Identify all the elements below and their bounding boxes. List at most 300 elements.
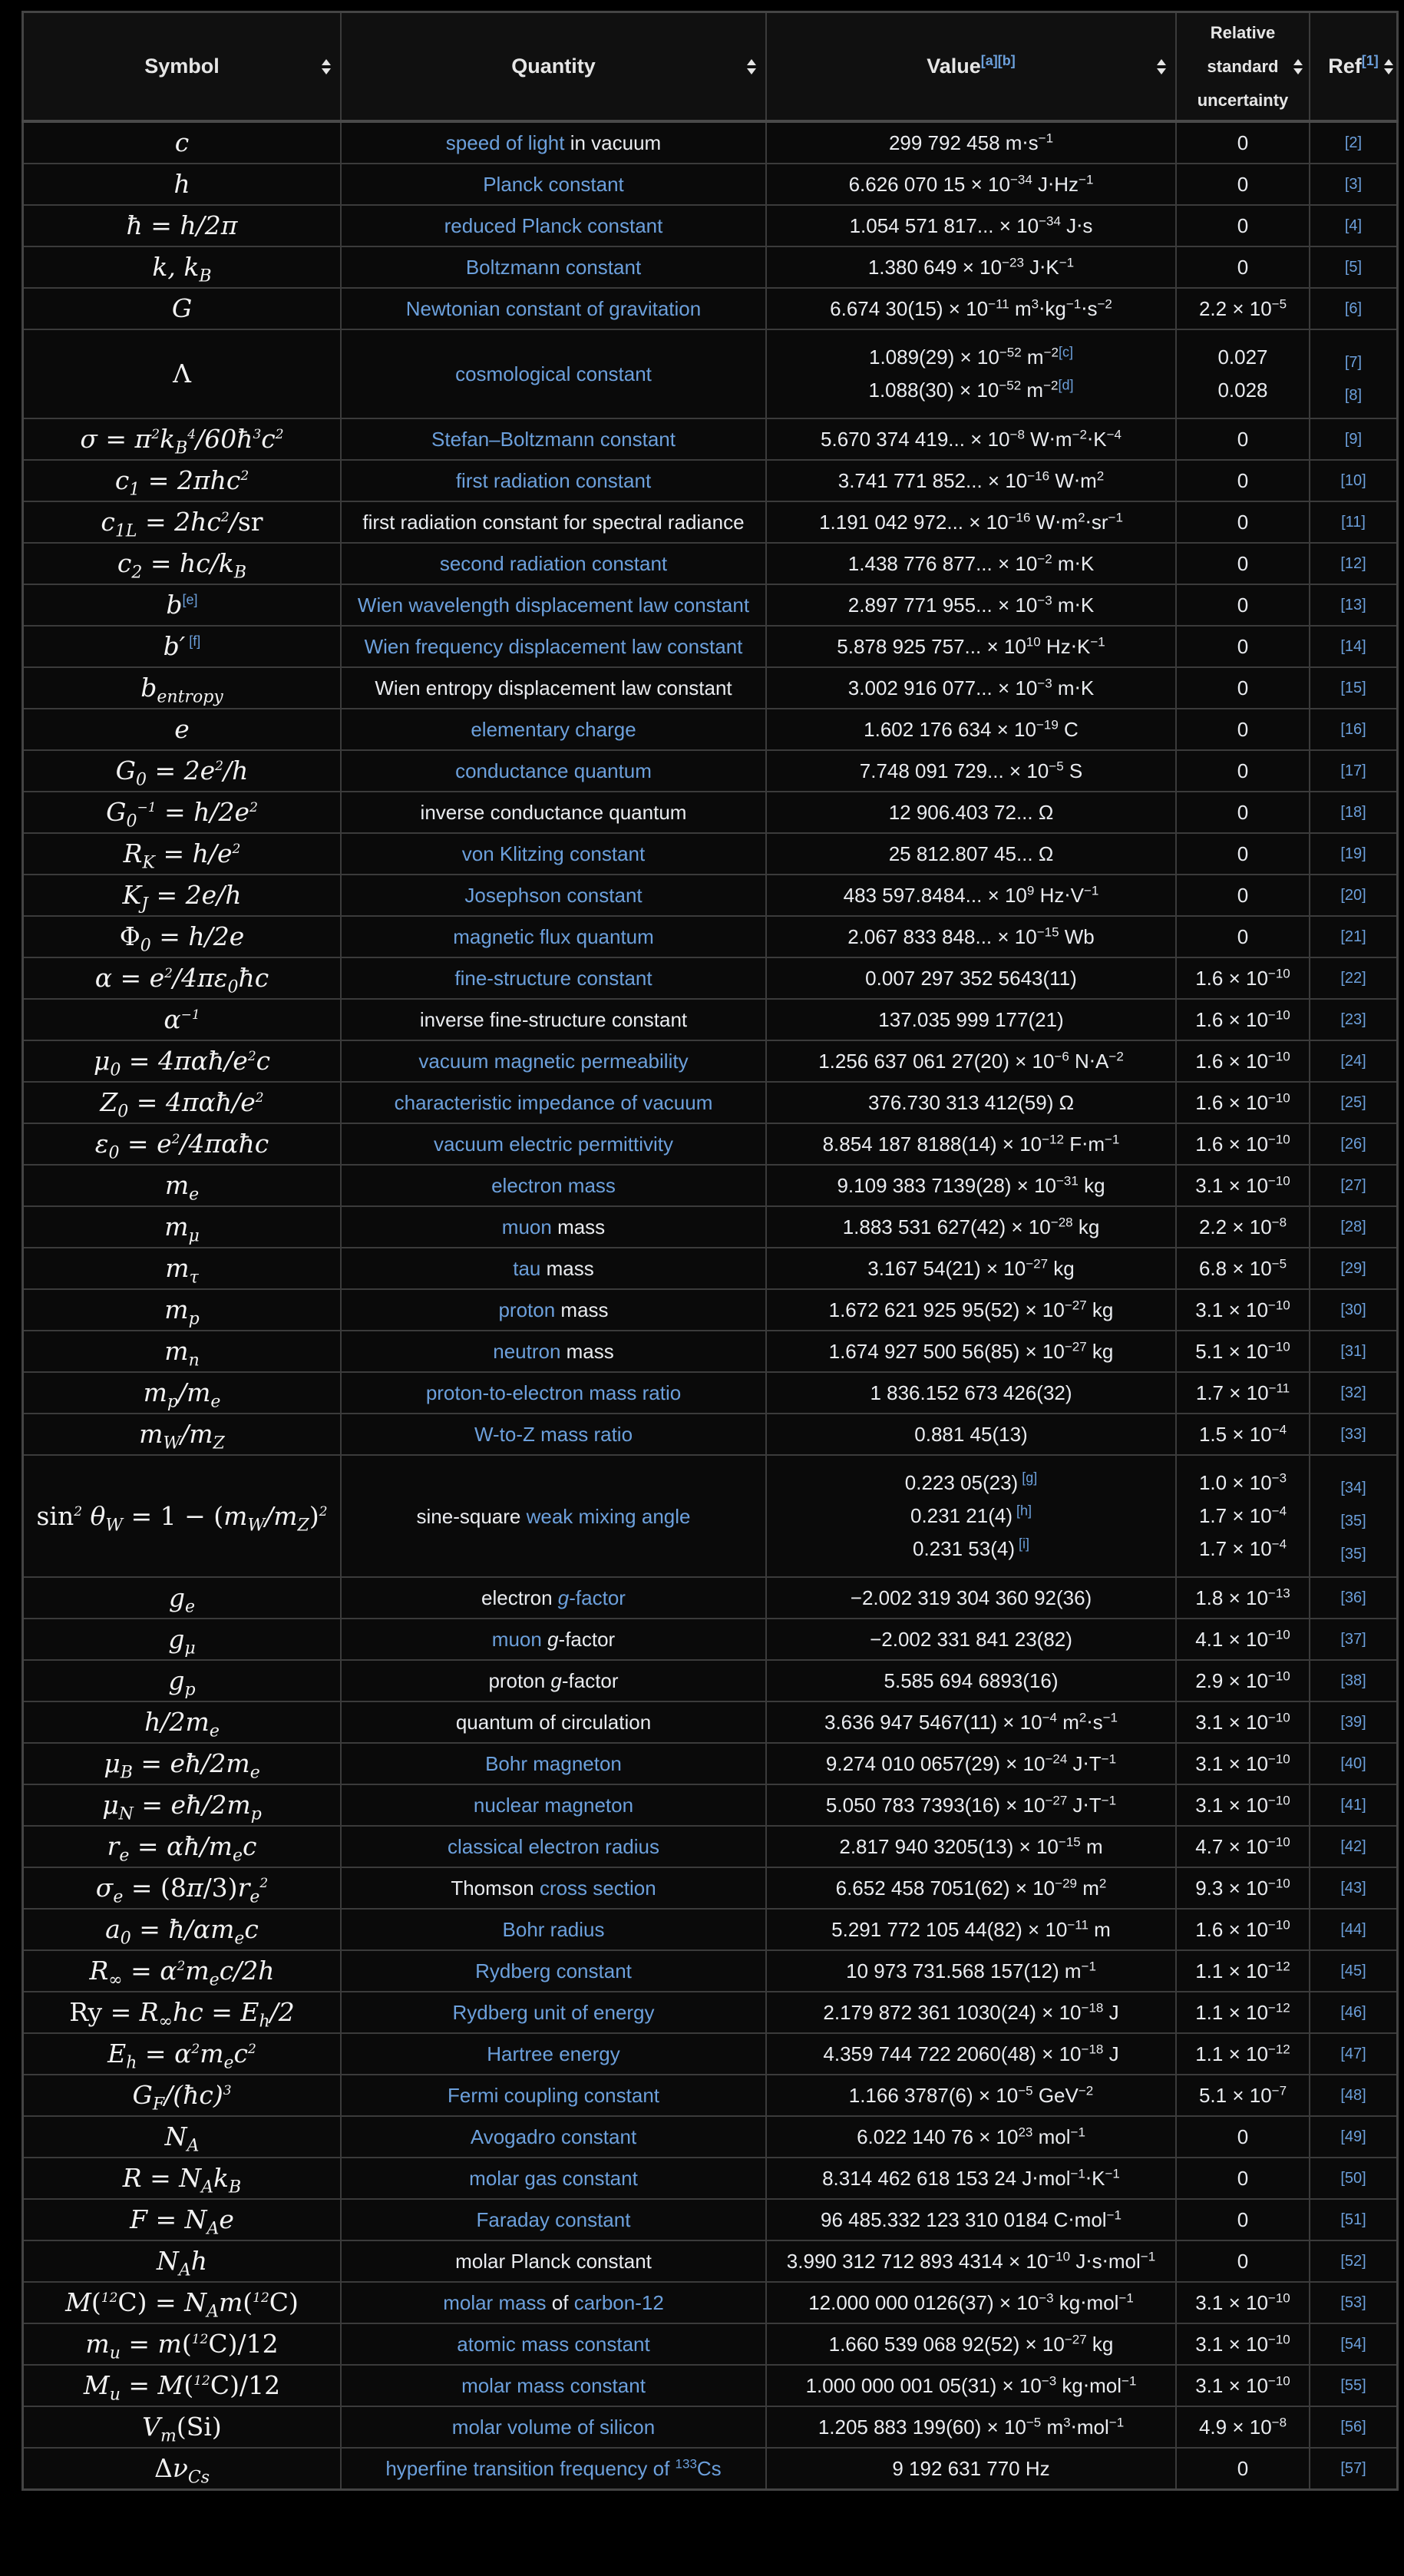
symbol-cell bbox=[23, 329, 342, 418]
text-segment: (Si) bbox=[176, 2412, 222, 2442]
value-line bbox=[771, 1913, 1171, 1946]
text-segment: J⋅s bbox=[1060, 213, 1093, 237]
text-segment: −4 bbox=[1042, 1709, 1057, 1724]
reference-link[interactable]: [55] bbox=[1340, 2377, 1366, 2394]
text-segment: 9.3 × 10 bbox=[1195, 1876, 1268, 1900]
reference-link[interactable]: [30] bbox=[1340, 1301, 1366, 1318]
value-cell bbox=[766, 1784, 1176, 1826]
text-segment: S bbox=[1063, 759, 1083, 782]
text-segment: 0 bbox=[1237, 2207, 1249, 2231]
text-segment: B bbox=[175, 438, 188, 458]
text-segment: −15 bbox=[1058, 1834, 1081, 1849]
text-segment: b′ bbox=[163, 631, 186, 661]
text-segment: = bbox=[120, 2370, 158, 2400]
reference-link[interactable]: [49] bbox=[1340, 2128, 1366, 2145]
value-line bbox=[771, 962, 1171, 995]
value-line bbox=[771, 1335, 1171, 1368]
reference-link-1[interactable]: [1] bbox=[1361, 53, 1379, 68]
ref-cell bbox=[1310, 2282, 1398, 2323]
text-segment: 0 bbox=[1237, 842, 1249, 865]
table-row bbox=[23, 667, 1398, 709]
text-segment: 2 bbox=[74, 1503, 83, 1519]
wiki-link[interactable]: Cs bbox=[696, 2457, 722, 2480]
text-segment: −10 bbox=[1267, 1048, 1290, 1063]
text-segment: sin bbox=[36, 1500, 74, 1531]
text-segment: = 2hc bbox=[137, 507, 221, 537]
reference-link[interactable]: [18] bbox=[1340, 804, 1366, 821]
wiki-link[interactable]: Rydberg constant bbox=[475, 1959, 632, 1982]
reference-link[interactable]: [26] bbox=[1340, 1136, 1366, 1152]
wiki-link[interactable]: Rydberg unit of energy bbox=[452, 2001, 655, 2024]
text-segment: −1 bbox=[137, 800, 157, 815]
quantity-cell bbox=[341, 1123, 766, 1165]
ref-cell bbox=[1310, 1992, 1398, 2033]
ref-line bbox=[1315, 760, 1392, 782]
text-segment: J⋅s⋅mol bbox=[1070, 2249, 1141, 2273]
wiki-link[interactable]: molar gas constant bbox=[469, 2167, 638, 2190]
reference-link[interactable]: [46] bbox=[1340, 2004, 1366, 2021]
wiki-link[interactable]: Planck constant bbox=[483, 173, 624, 196]
wiki-link[interactable]: weak mixing angle bbox=[526, 1504, 691, 1528]
text-segment: u bbox=[109, 2343, 121, 2363]
reference-link[interactable]: [28] bbox=[1340, 1219, 1366, 1235]
symbol-cell bbox=[23, 1701, 342, 1743]
uncertainty-line bbox=[1181, 921, 1304, 954]
reference-link[interactable]: [7] bbox=[1344, 353, 1363, 371]
wiki-link[interactable]: W-to-Z mass ratio bbox=[474, 1423, 633, 1446]
text-segment: 3 bbox=[1063, 2414, 1071, 2429]
reference-link[interactable]: [36] bbox=[1340, 1589, 1366, 1606]
reference-link[interactable]: [51] bbox=[1340, 2211, 1366, 2228]
reference-link[interactable]: [2] bbox=[1344, 134, 1363, 151]
text-segment: 0.231 53(4) bbox=[913, 1537, 1015, 1560]
text-segment: m bbox=[1021, 379, 1044, 402]
text-segment: −10 bbox=[1267, 1709, 1290, 1724]
uncertainty-line bbox=[1181, 2328, 1304, 2361]
footnote-link[interactable]: [g] bbox=[1018, 1470, 1038, 1486]
text-segment: ⋅K bbox=[1086, 427, 1107, 451]
text-segment: 7.748 091 729... × 10 bbox=[859, 759, 1049, 782]
text-segment: 0 bbox=[1237, 2456, 1249, 2480]
reference-link[interactable]: [53] bbox=[1340, 2294, 1366, 2311]
wiki-link[interactable]: second radiation constant bbox=[439, 552, 668, 575]
text-segment: 0 bbox=[1237, 924, 1249, 948]
reference-link[interactable]: [33] bbox=[1340, 1426, 1366, 1443]
ref-line bbox=[1315, 1587, 1392, 1609]
value-cell bbox=[766, 1289, 1176, 1331]
text-segment: 2 bbox=[247, 1049, 256, 1064]
text-segment: F = N bbox=[130, 2204, 207, 2234]
text-segment: 9.109 383 7139(28) × 10 bbox=[837, 1173, 1056, 1197]
wiki-link[interactable]: cosmological constant bbox=[455, 362, 652, 385]
reference-link[interactable]: [45] bbox=[1340, 1963, 1366, 1979]
reference-link[interactable]: [40] bbox=[1340, 1755, 1366, 1772]
reference-link[interactable]: [23] bbox=[1340, 1011, 1366, 1028]
wiki-link[interactable]: Hartree energy bbox=[487, 2042, 620, 2065]
footnote-link[interactable]: [c] bbox=[1058, 344, 1073, 360]
text-segment: −1 bbox=[1079, 171, 1094, 187]
table-row bbox=[23, 2240, 1398, 2282]
reference-link[interactable]: [16] bbox=[1340, 721, 1366, 738]
reference-link[interactable]: [25] bbox=[1340, 1094, 1366, 1111]
quantity-cell bbox=[341, 2323, 766, 2365]
text-segment: mass bbox=[540, 1257, 594, 1280]
text-segment: 2 bbox=[191, 2042, 200, 2057]
sort-arrows-icon[interactable] bbox=[322, 58, 331, 75]
text-segment: = 2πhc bbox=[140, 465, 241, 495]
wiki-link[interactable]: atomic mass constant bbox=[457, 2333, 650, 2356]
text-segment: 4.9 × 10 bbox=[1198, 2415, 1272, 2439]
symbol-cell bbox=[23, 2240, 342, 2282]
text-segment: sine-square bbox=[416, 1504, 527, 1528]
wiki-link[interactable]: neutron bbox=[493, 1340, 561, 1363]
wiki-link[interactable]: Josephson constant bbox=[464, 884, 643, 907]
reference-link[interactable]: [35] bbox=[1340, 1545, 1366, 1562]
quantity-cell bbox=[341, 916, 766, 957]
reference-link[interactable]: [32] bbox=[1340, 1384, 1366, 1401]
wiki-link[interactable]: carbon-12 bbox=[573, 2291, 664, 2314]
table-row bbox=[23, 2448, 1398, 2490]
reference-link[interactable]: [3] bbox=[1344, 176, 1363, 193]
symbol-cell bbox=[23, 2116, 342, 2158]
wiki-link[interactable]: Newtonian constant of gravitation bbox=[405, 297, 702, 320]
wiki-link[interactable]: reduced Planck constant bbox=[444, 214, 663, 237]
reference-link[interactable]: [56] bbox=[1340, 2419, 1366, 2435]
reference-link[interactable]: [50] bbox=[1340, 2170, 1366, 2187]
symbol-cell bbox=[23, 875, 342, 916]
quantity-cell bbox=[341, 1950, 766, 1992]
wiki-link[interactable]: Avogadro constant bbox=[470, 2125, 637, 2148]
column-header-symbol[interactable] bbox=[23, 12, 342, 122]
text-segment: 0 bbox=[1237, 213, 1249, 237]
footnote-link[interactable]: [h] bbox=[1012, 1503, 1032, 1519]
wiki-link[interactable]: magnetic flux quantum bbox=[453, 925, 654, 948]
uncertainty-line bbox=[1181, 1377, 1304, 1410]
text-segment: c bbox=[242, 1831, 257, 1861]
ref-line bbox=[1315, 2333, 1392, 2355]
value-line bbox=[771, 1418, 1171, 1451]
reference-link[interactable]: [38] bbox=[1340, 1672, 1366, 1689]
text-segment: V bbox=[142, 2412, 161, 2442]
text-segment: mass bbox=[560, 1340, 614, 1363]
text-segment: −23 bbox=[1002, 254, 1024, 270]
reference-link[interactable]: [43] bbox=[1340, 1880, 1366, 1896]
wiki-link[interactable]: molar mass bbox=[443, 2291, 547, 2314]
text-segment: 5.585 694 6893(16) bbox=[884, 1668, 1059, 1692]
reference-link[interactable]: [14] bbox=[1340, 638, 1366, 655]
text-segment: = 4παħ/e bbox=[121, 1046, 248, 1076]
text-segment: ε bbox=[94, 1129, 109, 1159]
reference-link[interactable]: [13] bbox=[1340, 597, 1366, 613]
text-segment: 3.167 54(21) × 10 bbox=[867, 1256, 1026, 1280]
wiki-link[interactable]: first radiation constant bbox=[455, 469, 652, 492]
column-header-value[interactable] bbox=[766, 12, 1176, 122]
reference-link[interactable]: [5] bbox=[1344, 259, 1363, 276]
wiki-link[interactable]: muon bbox=[501, 1215, 552, 1238]
sort-arrows-icon[interactable] bbox=[1157, 58, 1166, 75]
reference-link[interactable]: [9] bbox=[1344, 431, 1363, 448]
text-segment: 483 597.8484... × 10 bbox=[843, 883, 1027, 907]
value-line bbox=[771, 1623, 1171, 1656]
symbol-cell bbox=[23, 833, 342, 875]
text-segment: = hc/k bbox=[142, 548, 234, 578]
reference-link[interactable]: [57] bbox=[1340, 2460, 1366, 2477]
reference-link[interactable]: [4] bbox=[1344, 217, 1363, 234]
text-segment: −1 bbox=[1059, 254, 1075, 270]
text-segment: 0 bbox=[1237, 131, 1249, 154]
footnote-link[interactable]: [d] bbox=[1058, 377, 1074, 393]
table-body bbox=[23, 121, 1398, 2490]
reference-link[interactable]: [37] bbox=[1340, 1631, 1366, 1648]
reference-link[interactable]: [17] bbox=[1340, 762, 1366, 779]
text-segment: 2.897 771 955... × 10 bbox=[847, 593, 1038, 617]
uncertainty-cell bbox=[1176, 1372, 1310, 1414]
uncertainty-cell bbox=[1176, 709, 1310, 750]
text-segment: a bbox=[105, 1914, 121, 1944]
text-segment: K bbox=[142, 853, 155, 873]
reference-link[interactable]: [42] bbox=[1340, 1838, 1366, 1855]
wiki-link[interactable]: Bohr radius bbox=[502, 1918, 605, 1941]
text-segment: /m bbox=[177, 1377, 211, 1407]
text-segment: 6.652 458 7051(62) × 10 bbox=[835, 1876, 1055, 1900]
reference-link[interactable]: [39] bbox=[1340, 1714, 1366, 1731]
wiki-link[interactable]: fine-structure constant bbox=[454, 967, 652, 990]
uncertainty-line bbox=[1181, 2452, 1304, 2485]
reference-link[interactable]: [8] bbox=[1344, 386, 1363, 404]
value-cell bbox=[766, 121, 1176, 164]
footnote-link[interactable]: [f] bbox=[185, 633, 201, 649]
reference-link[interactable]: [47] bbox=[1340, 2045, 1366, 2062]
text-segment: −7 bbox=[1271, 2082, 1287, 2098]
symbol-cell bbox=[23, 205, 342, 246]
text-segment: −12 bbox=[1267, 2041, 1290, 2056]
wiki-link[interactable]: classical electron radius bbox=[447, 1835, 659, 1858]
reference-link[interactable]: [21] bbox=[1340, 928, 1366, 945]
value-line bbox=[771, 1004, 1171, 1037]
quantity-cell bbox=[341, 1867, 766, 1909]
text-segment: 12 bbox=[101, 2290, 118, 2306]
ref-cell bbox=[1310, 2158, 1398, 2199]
text-segment: proton bbox=[488, 1669, 551, 1692]
reference-link[interactable]: [24] bbox=[1340, 1053, 1366, 1070]
uncertainty-cell bbox=[1176, 1743, 1310, 1784]
value-line bbox=[771, 1467, 1171, 1500]
ref-cell bbox=[1310, 501, 1398, 543]
text-segment: M bbox=[157, 2370, 184, 2400]
uncertainty-cell bbox=[1176, 2406, 1310, 2448]
text-segment: 0 bbox=[1237, 2125, 1249, 2148]
reference-link[interactable]: [54] bbox=[1340, 2336, 1366, 2353]
wiki-link[interactable]: vacuum magnetic permeability bbox=[418, 1050, 689, 1073]
text-segment: e bbox=[249, 1763, 260, 1783]
symbol-cell bbox=[23, 2282, 342, 2323]
reference-link[interactable]: [52] bbox=[1340, 2253, 1366, 2270]
value-cell bbox=[766, 1992, 1176, 2033]
table-row bbox=[23, 1372, 1398, 1414]
uncertainty-line bbox=[1181, 838, 1304, 871]
text-segment: 3.636 947 5467(11) × 10 bbox=[824, 1710, 1042, 1734]
reference-link[interactable]: [11] bbox=[1341, 514, 1366, 531]
reference-link[interactable]: [44] bbox=[1340, 1921, 1366, 1938]
wiki-link[interactable]: cross section bbox=[539, 1877, 656, 1900]
text-segment: μ bbox=[188, 1226, 200, 1246]
quantity-cell bbox=[341, 875, 766, 916]
wiki-link[interactable]: Wien frequency displacement law constant bbox=[364, 635, 743, 658]
reference-link[interactable]: [41] bbox=[1340, 1797, 1366, 1814]
wiki-link[interactable]: Bohr magneton bbox=[485, 1752, 622, 1775]
wiki-link[interactable]: molar mass constant bbox=[461, 2374, 646, 2397]
text-segment: mass bbox=[551, 1215, 606, 1238]
text-segment: −2 bbox=[1072, 426, 1087, 441]
text-segment: A bbox=[201, 2178, 214, 2197]
uncertainty-cell bbox=[1176, 2033, 1310, 2075]
value-line bbox=[771, 1169, 1171, 1202]
text-segment: m⋅K bbox=[1052, 593, 1095, 617]
value-line bbox=[771, 1500, 1171, 1533]
wiki-link[interactable]: proton bbox=[498, 1298, 556, 1321]
reference-link[interactable]: [27] bbox=[1340, 1177, 1366, 1194]
reference-link[interactable]: [48] bbox=[1340, 2087, 1366, 2104]
text-segment: e bbox=[232, 1846, 243, 1866]
sort-arrows-icon[interactable] bbox=[747, 58, 756, 75]
symbol-cell bbox=[23, 1950, 342, 1992]
wiki-link[interactable]: muon bbox=[491, 1628, 542, 1651]
wiki-link[interactable]: characteristic impedance of vacuum bbox=[394, 1091, 713, 1114]
text-segment: −2.002 319 304 360 92(36) bbox=[850, 1586, 1092, 1609]
wiki-link[interactable]: elementary charge bbox=[471, 718, 636, 741]
value-line bbox=[771, 127, 1171, 160]
ref-line bbox=[1315, 1510, 1392, 1532]
reference-link[interactable]: [29] bbox=[1340, 1260, 1366, 1277]
text-segment: g bbox=[168, 1665, 185, 1695]
ref-cell bbox=[1310, 1826, 1398, 1867]
header-label: Symbol bbox=[144, 55, 220, 78]
symbol-cell bbox=[23, 1248, 342, 1289]
value-cell bbox=[766, 2323, 1176, 2365]
text-segment: 0.027 bbox=[1217, 346, 1268, 369]
wiki-link[interactable]: Boltzmann constant bbox=[465, 256, 642, 279]
reference-link[interactable]: [22] bbox=[1340, 970, 1366, 987]
ref-cell bbox=[1310, 2033, 1398, 2075]
value-line bbox=[771, 1252, 1171, 1285]
uncertainty-line bbox=[1181, 1748, 1304, 1781]
footnote-link[interactable]: [e] bbox=[182, 592, 198, 607]
reference-link[interactable]: [19] bbox=[1340, 845, 1366, 862]
table-row bbox=[23, 1331, 1398, 1372]
wiki-link[interactable]: molar volume of silicon bbox=[451, 2416, 656, 2439]
wiki-link[interactable]: electron mass bbox=[491, 1174, 616, 1197]
uncertainty-line bbox=[1181, 506, 1304, 539]
uncertainty-cell bbox=[1176, 2116, 1310, 2158]
text-segment: W⋅m bbox=[1030, 510, 1079, 534]
text-segment: −1 bbox=[1101, 1751, 1117, 1766]
reference-link[interactable]: [15] bbox=[1340, 680, 1366, 696]
header-label-text: Value bbox=[927, 55, 981, 78]
text-segment: −19 bbox=[1036, 716, 1059, 732]
text-segment: Z bbox=[213, 1433, 225, 1453]
uncertainty-line bbox=[1181, 2411, 1304, 2444]
wiki-link[interactable]: nuclear magneton bbox=[473, 1794, 634, 1817]
column-header-ref[interactable] bbox=[1310, 12, 1398, 122]
footnote-link-b[interactable]: [b] bbox=[997, 53, 1016, 68]
symbol-cell bbox=[23, 957, 342, 999]
wiki-link[interactable]: von Klitzing constant bbox=[461, 842, 646, 865]
ref-line bbox=[1315, 132, 1392, 154]
ref-cell bbox=[1310, 916, 1398, 957]
reference-link[interactable]: [35] bbox=[1340, 1512, 1366, 1529]
wiki-link[interactable]: proton-to-electron mass ratio bbox=[425, 1381, 682, 1404]
text-segment: 5.050 783 7393(16) × 10 bbox=[825, 1793, 1046, 1817]
text-segment: −10 bbox=[1267, 1875, 1290, 1890]
quantity-cell bbox=[341, 833, 766, 875]
wiki-link[interactable]: conductance quantum bbox=[455, 759, 652, 782]
reference-link[interactable]: [12] bbox=[1340, 555, 1366, 572]
text-segment: 1.6 × 10 bbox=[1195, 1049, 1268, 1073]
ref-line bbox=[1315, 1258, 1392, 1279]
text-segment: mol bbox=[1032, 2125, 1071, 2148]
reference-link[interactable]: [10] bbox=[1340, 472, 1366, 489]
reference-link[interactable]: [31] bbox=[1340, 1343, 1366, 1360]
header-label: Quantity bbox=[511, 55, 596, 78]
ref-cell bbox=[1310, 460, 1398, 501]
symbol-cell bbox=[23, 2323, 342, 2365]
text-segment: 0 bbox=[1237, 717, 1249, 741]
text-segment: 1.6 × 10 bbox=[1195, 1132, 1268, 1156]
ref-cell bbox=[1310, 1414, 1398, 1455]
wiki-link[interactable]: hyperfine transition frequency of bbox=[385, 2457, 676, 2480]
wiki-link[interactable]: Stefan–Boltzmann constant bbox=[431, 428, 676, 451]
column-header-relative-uncertainty[interactable] bbox=[1176, 12, 1310, 122]
footnote-link-a[interactable]: [a] bbox=[980, 53, 998, 68]
quantity-cell bbox=[341, 329, 766, 418]
sort-arrows-icon[interactable] bbox=[1293, 58, 1303, 75]
wiki-link[interactable]: 133 bbox=[675, 2456, 697, 2472]
uncertainty-cell bbox=[1176, 792, 1310, 833]
reference-link[interactable]: [20] bbox=[1340, 887, 1366, 904]
column-header-quantity[interactable] bbox=[341, 12, 766, 122]
table-row bbox=[23, 833, 1398, 875]
wiki-link[interactable]: speed of light bbox=[445, 131, 565, 154]
ref-cell bbox=[1310, 2448, 1398, 2490]
value-line bbox=[771, 210, 1171, 243]
text-segment: n bbox=[188, 1351, 200, 1371]
wiki-link[interactable]: Fermi coupling constant bbox=[447, 2084, 660, 2107]
text-segment: ) bbox=[309, 1500, 319, 1531]
text-segment: /(ħc) bbox=[164, 2080, 223, 2110]
table-row bbox=[23, 288, 1398, 329]
table-row bbox=[23, 1784, 1398, 1826]
wiki-link[interactable]: Wien wavelength displacement law constant bbox=[357, 594, 750, 617]
wiki-link[interactable]: Faraday constant bbox=[476, 2208, 631, 2231]
sort-arrows-icon[interactable] bbox=[1384, 58, 1393, 75]
wiki-link[interactable]: vacuum electric permittivity bbox=[433, 1133, 674, 1156]
wiki-link[interactable]: g bbox=[557, 1586, 570, 1609]
text-segment: −1 bbox=[1106, 2207, 1122, 2222]
ref-line bbox=[1315, 802, 1392, 823]
text-segment: −1 bbox=[1108, 2414, 1125, 2429]
footnote-link[interactable]: [i] bbox=[1014, 1536, 1029, 1552]
ref-cell bbox=[1310, 288, 1398, 329]
text-segment: 299 792 458 m⋅s bbox=[888, 131, 1039, 154]
wiki-link[interactable]: tau bbox=[513, 1257, 541, 1280]
text-segment: −2 bbox=[1043, 378, 1059, 393]
reference-link[interactable]: [6] bbox=[1344, 300, 1363, 317]
ref-line bbox=[1315, 967, 1392, 989]
reference-link[interactable]: [34] bbox=[1340, 1479, 1366, 1496]
text-segment: 3.1 × 10 bbox=[1195, 2373, 1268, 2397]
wiki-link[interactable]: -factor bbox=[569, 1586, 626, 1609]
quantity-cell bbox=[341, 709, 766, 750]
